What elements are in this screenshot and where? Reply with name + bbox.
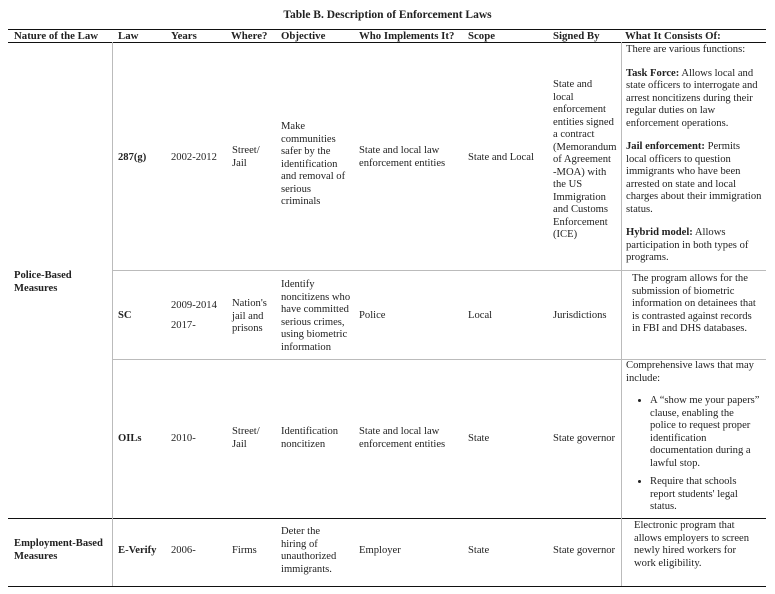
scope-oils: State (468, 433, 490, 444)
years-oils: 2010- (171, 433, 196, 444)
years-sc-2: 2017- (171, 320, 196, 331)
consists-everify: Electronic program that allows employers to screen newly hired workers for work eligibility. (634, 520, 750, 569)
oils-bullet-1: • A “show me your papers” clause, enabling the police to request proper identification documentation during a lawful stop. (650, 395, 762, 470)
scope-everify: State (468, 545, 490, 556)
where-everify: Firms (232, 545, 257, 556)
header-who: Who Implements It? (359, 30, 455, 42)
law-everify: E-Verify (118, 545, 157, 556)
jail-enforcement-item (626, 141, 762, 216)
signed-sc: Jurisdictions (553, 310, 607, 321)
consists-sc: The program allows for the submission of biometric information on detainees that is contrasted against records in FBI and DHS databases. (632, 273, 756, 334)
who-everify: Employer (359, 545, 401, 556)
objective-sc: Identify noncitizens who have committed serious crimes, using biometric information (281, 279, 351, 353)
column-divider (621, 42, 622, 586)
hybrid-model-label: Hybrid model: (626, 227, 693, 238)
consists-287g (626, 44, 762, 265)
law-287g: 287(g) (118, 152, 147, 163)
scope-sc: Local (468, 310, 493, 321)
scope-287g: State and Local (468, 152, 534, 163)
hybrid-model-item (626, 227, 762, 265)
consists-oils (626, 360, 762, 520)
years-everify: 2006- (171, 545, 196, 556)
oils-intro: Comprehensive laws that may include: (626, 360, 754, 384)
jail-enforcement-text: Permits local officers to question immigrants who have been arrested on state and local charges about their immigration status. (626, 141, 762, 215)
oils-bullet-2: • Require that schools report students' legal status. (650, 476, 762, 514)
years-sc-1: 2009-2014 (171, 300, 217, 311)
header-objective: Objective (281, 30, 326, 42)
objective-everify: Deter the hiring of unauthorized immigrants. (281, 526, 337, 575)
where-sc: Nation's jail and prisons (232, 298, 267, 334)
task-force-text: Allows local and state officers to interrogate and arrest noncitizens during their regular duties on law enforcement operations. (626, 67, 758, 129)
law-sc: SC (118, 310, 132, 321)
signed-everify: State governor (553, 545, 616, 556)
who-oils: State and local law enforcement entities (359, 426, 446, 450)
header-law: Law (118, 30, 139, 42)
years-287g: 2002-2012 (171, 152, 217, 163)
task-force-label: Task Force: (626, 67, 680, 79)
group-employment: Employment-Based Measures (14, 538, 103, 562)
group-police: Police-Based Measures (14, 270, 72, 294)
bottom-rule (8, 586, 766, 587)
column-divider (112, 42, 113, 586)
header-nature: Nature of the Law (14, 30, 99, 42)
header-scope: Scope (468, 30, 495, 42)
signed-287g: State and local enforcement entities signed a contract (Memorandum of Agreement -MOA) with the US Immigration and Customs Enforcement (ICE) (553, 79, 617, 240)
objective-287g: Make communities safer by the identification and removal of serious criminals (281, 121, 346, 207)
header-signed: Signed By (553, 30, 600, 42)
table-title: Table B. Description of Enforcement Laws (283, 9, 492, 21)
objective-oils: Identification noncitizen (281, 426, 339, 450)
row-separator (112, 270, 766, 271)
consists-intro: There are various functions: (626, 44, 746, 55)
where-oils: Street/ Jail (232, 426, 260, 450)
who-sc: Police (359, 310, 386, 321)
law-oils: OILs (118, 433, 142, 444)
where-287g: Street/ Jail (232, 145, 260, 169)
header-consists: What It Consists Of: (625, 30, 721, 42)
header-where: Where? (231, 30, 268, 42)
task-force-item (626, 68, 762, 131)
jail-enforcement-label: Jail enforcement: (626, 141, 705, 152)
signed-oils: State governor (553, 433, 616, 444)
who-287g: State and local law enforcement entities (359, 145, 446, 169)
hybrid-model-text: Allows participation in both types of programs. (626, 227, 749, 263)
header-years: Years (171, 30, 197, 42)
